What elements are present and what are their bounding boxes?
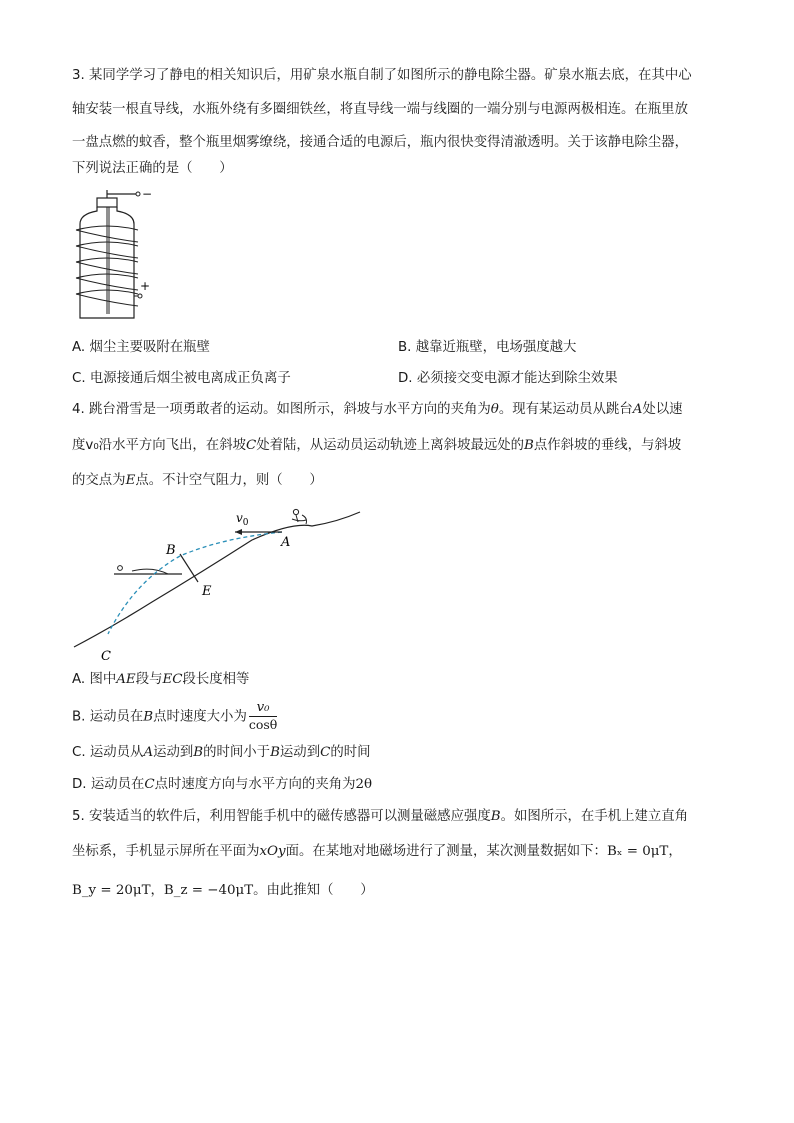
point-b-symbol: B (524, 438, 534, 453)
v0-symbol: v (236, 511, 243, 525)
q4-line-3 (72, 471, 323, 491)
q3-option-b: B. 越靠近瓶壁，电场强度越大 (398, 340, 577, 355)
segment-ec: EC (162, 672, 183, 687)
q4-option-text: 运动到 (279, 745, 321, 760)
q5-text: 。由此推知（ ） (253, 883, 374, 898)
q4-option-text: D. 运动员在 (72, 777, 145, 792)
bx-value: Bₓ = 0μT (606, 844, 669, 859)
label-c: C (101, 649, 111, 664)
q4-text: 处以速 (642, 402, 683, 417)
q4-option-text: 段与 (135, 672, 163, 687)
q5-line-2 (72, 842, 682, 862)
q4-option-a (72, 670, 249, 690)
q4-text: 。现有某运动员从跳台 (498, 402, 633, 417)
minus-label: − (142, 187, 153, 201)
q4-option-text: 的时间小于 (203, 745, 271, 760)
plus-label: + (140, 279, 151, 293)
two-theta: 2θ (355, 777, 373, 792)
q3-option-c: C. 电源接通后烟尘被电离成正负离子 (72, 371, 291, 386)
point-a-symbol: A (632, 402, 643, 417)
label-e: E (202, 584, 212, 599)
q3-option-d: D. 必须接交变电源才能达到除尘效果 (398, 371, 618, 386)
q5-text: 面。在某地对地磁场进行了测量，某次测量数据如下： (285, 844, 607, 859)
point-c-symbol: C (320, 745, 331, 760)
point-e-symbol: E (125, 473, 136, 488)
q4-option-text: 点时速度大小为 (153, 709, 247, 725)
q5-text: ， (668, 844, 682, 859)
q4-text: 4. 跳台滑雪是一项勇敢者的运动。如图所示，斜坡与水平方向的夹角为 (72, 402, 491, 417)
theta-symbol: θ (490, 402, 499, 417)
fraction-denominator: cosθ (248, 717, 278, 732)
q4-text: 点。不计空气阻力，则（ ） (135, 473, 323, 488)
bz-value: B_z = −40μT (163, 883, 254, 898)
q3-option-a: A. 烟尘主要吸附在瓶壁 (72, 340, 210, 355)
q4-option-text: A. 图中 (72, 672, 117, 687)
q5-line-1 (72, 807, 688, 827)
point-b-symbol: B (270, 745, 280, 760)
q4-option-text: 的时间 (330, 745, 371, 760)
b-symbol: B (490, 809, 501, 824)
label-b: B (166, 543, 176, 558)
velocity-fraction (249, 700, 277, 733)
q4-option-b (72, 700, 279, 734)
v0-subscript: 0 (242, 518, 249, 528)
q4-option-text: 段长度相等 (182, 672, 250, 687)
by-value: B_y = 20μT (72, 883, 151, 898)
point-b-symbol: B (143, 709, 154, 725)
q4-option-text: 运动到 (153, 745, 194, 760)
q3-line-2: 轴安装一根直导线，水瓶外绕有多圈细铁丝，将直导线一端与线圈的一端分别与电源两极相连。在瓶里放 (72, 102, 688, 117)
v0-label (236, 511, 249, 528)
q4-text: 点作斜坡的垂线，与斜坡 (533, 438, 682, 453)
point-c-symbol: C (245, 438, 257, 453)
xoy-plane: xOy (259, 844, 286, 859)
q5-line-3 (72, 881, 374, 901)
point-b-symbol: B (193, 745, 204, 760)
q4-line-1 (72, 400, 683, 420)
q5-text: 5. 安装适当的软件后，利用智能手机中的磁传感器可以测量磁感应强度 (72, 809, 491, 824)
electrostatic-precipitator-figure (72, 186, 162, 336)
q4-option-text: B. 运动员在 (72, 709, 144, 725)
q4-line-2 (72, 436, 681, 456)
fraction-numerator: v₀ (249, 700, 277, 717)
q5-text: 。如图所示，在手机上建立直角 (500, 809, 689, 824)
q5-text: 坐标系，手机显示屏所在平面为 (72, 844, 260, 859)
q4-option-c (72, 743, 371, 763)
q5-text: ， (150, 883, 164, 898)
point-a-symbol: A (143, 745, 154, 760)
q3-line-3: 一盘点燃的蚊香，整个瓶里烟雾缭绕，接通合适的电源后，瓶内很快变得清澈透明。关于该静电除尘器， (72, 135, 688, 150)
q4-text: 度v₀沿水平方向飞出，在斜坡 (72, 438, 246, 453)
label-a: A (281, 535, 291, 550)
segment-ae: AE (116, 672, 136, 687)
point-c-symbol: C (144, 777, 155, 792)
q4-option-text: 点时速度方向与水平方向的夹角为 (154, 777, 356, 792)
q3-line-4: 下列说法正确的是（ ） (72, 161, 233, 176)
q4-text: 的交点为 (72, 473, 126, 488)
ski-jump-figure (72, 502, 372, 664)
q3-line-1: 3. 某同学学习了静电的相关知识后，用矿泉水瓶自制了如图所示的静电除尘器。矿泉水瓶去底，在其中心 (72, 68, 692, 83)
q4-option-d (72, 775, 372, 795)
q4-text: 处着陆，从运动员运动轨迹上离斜坡最远处的 (256, 438, 525, 453)
q4-option-text: C. 运动员从 (72, 745, 144, 760)
